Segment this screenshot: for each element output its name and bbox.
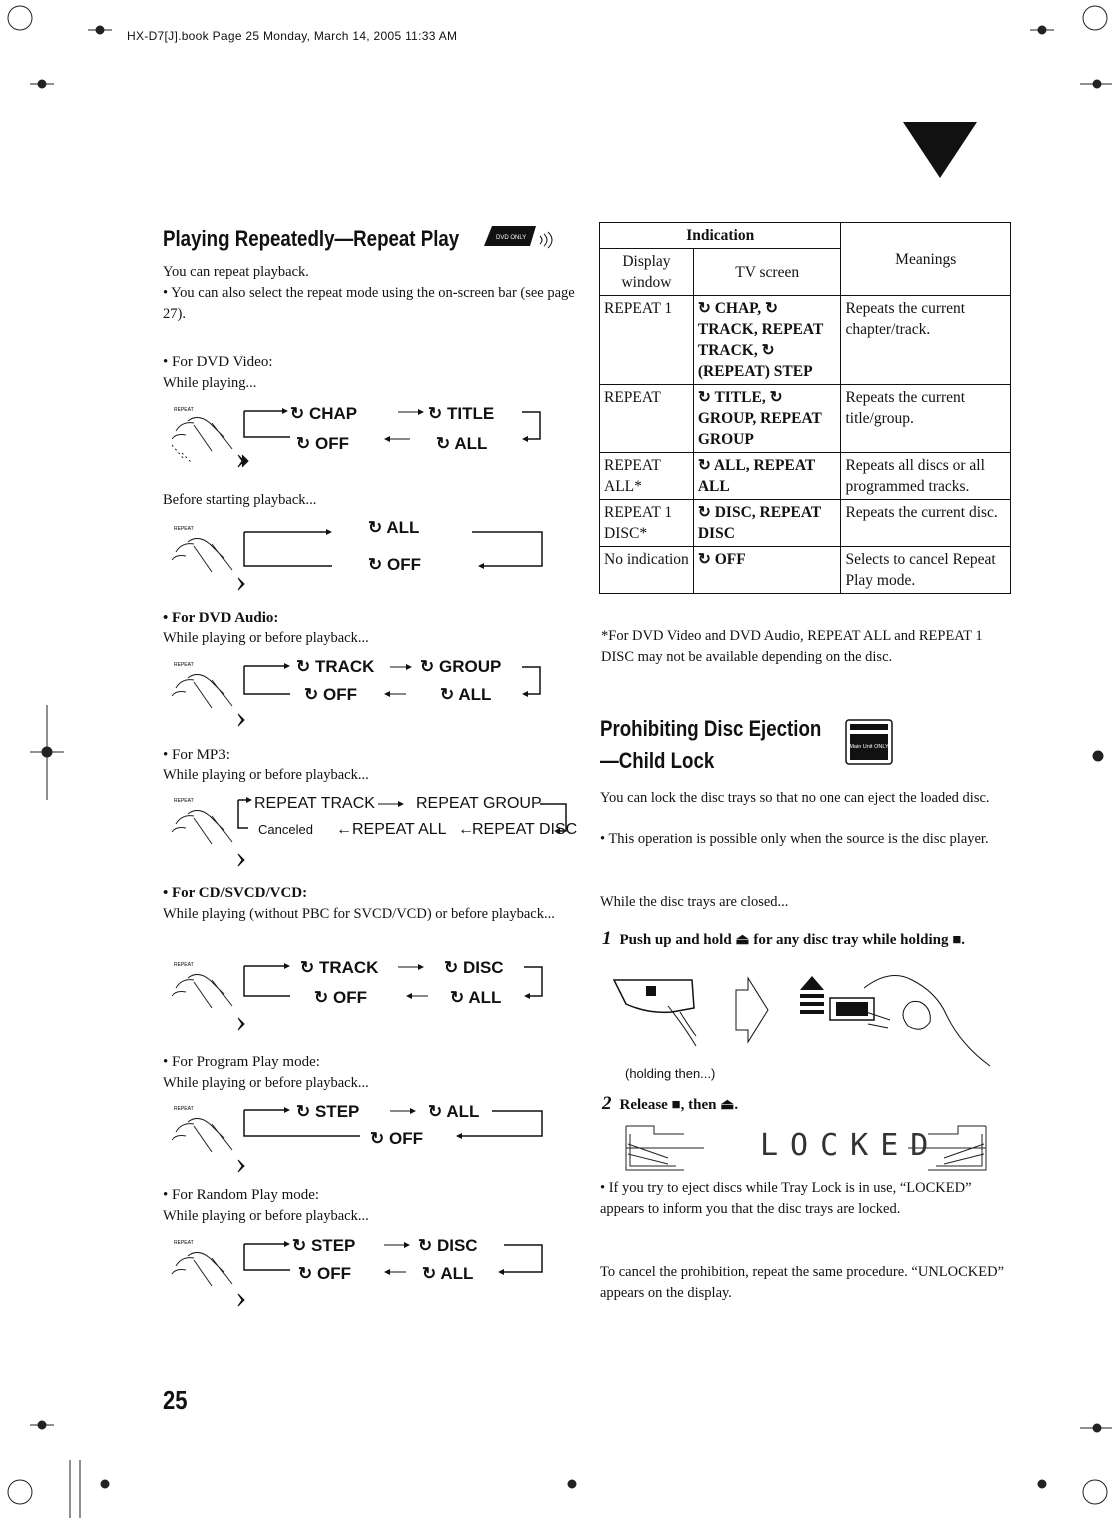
- table-footnote: *For DVD Video and DVD Audio, REPEAT ALL and REPEAT 1 DISC may not be available depending on the disc.: [601, 628, 983, 665]
- random-off: ↻ OFF: [298, 1264, 351, 1283]
- display-window-header: Display window: [600, 249, 694, 296]
- book-header: HX-D7[J].book Page 25 Monday, March 14, 2005 11:33 AM: [127, 29, 458, 43]
- row-tv: ↻ DISC, REPEAT DISC: [693, 500, 841, 547]
- program-all: ↻ ALL: [428, 1102, 480, 1121]
- dvd-video-before-all: ↻ ALL: [368, 518, 420, 537]
- repeat-note: • You can also select the repeat mode using the on-screen bar (see page 27).: [163, 285, 575, 322]
- dvd-video-all: ↻ ALL: [436, 434, 488, 453]
- mp3-arrow-1: ←: [336, 821, 352, 838]
- step-2: [602, 1093, 738, 1115]
- dvd-video-before: Before starting playback...: [163, 492, 317, 508]
- table-row: [600, 385, 1011, 453]
- random-step: ↻ STEP: [292, 1236, 356, 1255]
- childlock-cancel: To cancel the prohibition, repeat the same procedure. “UNLOCKED” appears on the display.: [600, 1264, 1005, 1301]
- dvd-video-off: ↻ OFF: [296, 434, 349, 453]
- mp3-label: • For MP3:: [163, 747, 230, 763]
- holding-caption: (holding then...): [625, 1066, 716, 1081]
- indication-table: [599, 222, 1011, 594]
- repeat-title: Playing Repeatedly—Repeat Play: [163, 226, 460, 251]
- row-meaning: Repeats the current title/group.: [841, 385, 1011, 453]
- indication-header: Indication: [600, 223, 841, 249]
- dvd-video-seq1-diagram: [240, 403, 550, 453]
- dvd-audio-all: ↻ ALL: [440, 685, 492, 704]
- table-row: [600, 453, 1011, 500]
- mp3-repeat-track: REPEAT TRACK: [254, 795, 375, 812]
- svg-text:REPEAT: REPEAT: [174, 662, 194, 668]
- table-row: [600, 500, 1011, 547]
- mp3-canceled: Canceled: [258, 822, 313, 837]
- dvd-video-while: While playing...: [163, 375, 257, 391]
- program-step: ↻ STEP: [296, 1102, 360, 1121]
- mp3-while: While playing or before playback...: [163, 767, 369, 783]
- meanings-header: Meanings: [841, 223, 1011, 296]
- table-row: [600, 547, 1011, 594]
- dvd-audio-group: ↻ GROUP: [420, 657, 502, 676]
- step-1: [602, 928, 1022, 950]
- svg-text:REPEAT: REPEAT: [174, 1240, 194, 1246]
- table-row: [600, 296, 1011, 385]
- svg-text:REPEAT: REPEAT: [174, 407, 194, 413]
- childlock-note-2: • If you try to eject discs while Tray Lock is in use, “LOCKED” appears to inform you that the disc trays are locked.: [600, 1180, 972, 1217]
- row-tv: ↻ OFF: [693, 547, 841, 594]
- childlock-note: • This operation is possible only when the source is the disc player.: [600, 831, 989, 847]
- cd-off: ↻ OFF: [314, 988, 367, 1007]
- cd-while: While playing (without PBC for SVCD/VCD) or before playback...: [163, 906, 555, 922]
- svg-text:REPEAT: REPEAT: [174, 962, 194, 968]
- random-while: While playing or before playback...: [163, 1208, 369, 1224]
- row-display: REPEAT 1 DISC*: [600, 500, 694, 547]
- main-unit-only-badge: Main Unit ONLY: [849, 744, 889, 750]
- locked-display-text: LOCKED: [760, 1128, 941, 1163]
- svg-text:REPEAT: REPEAT: [174, 1106, 194, 1112]
- cd-track: ↻ TRACK: [300, 958, 379, 977]
- program-label: • For Program Play mode:: [163, 1054, 320, 1070]
- random-all: ↻ ALL: [422, 1264, 474, 1283]
- dvd-audio-seq-diagram: [240, 658, 550, 704]
- row-tv: ↻ TITLE, ↻ GROUP, REPEAT GROUP: [693, 385, 841, 453]
- mp3-repeat-disc: REPEAT DISC: [472, 821, 578, 838]
- row-meaning: Selects to cancel Repeat Play mode.: [841, 547, 1011, 594]
- step-1-number: 1: [602, 928, 612, 949]
- row-display: REPEAT ALL*: [600, 453, 694, 500]
- mp3-arrow-2: ←: [458, 821, 474, 838]
- cd-label: • For CD/SVCD/VCD:: [163, 885, 308, 901]
- cd-all: ↻ ALL: [450, 988, 502, 1007]
- dvd-audio-track: ↻ TRACK: [296, 657, 375, 676]
- dvd-only-badge: DVD ONLY: [496, 235, 527, 241]
- continue-triangle-icon: [903, 122, 977, 178]
- random-seq-diagram: [240, 1236, 550, 1280]
- childlock-title-2: —Child Lock: [600, 748, 715, 773]
- page-number: 25: [163, 1385, 188, 1415]
- row-display: REPEAT: [600, 385, 694, 453]
- dvd-video-title: ↻ TITLE: [428, 404, 495, 423]
- row-tv: ↻ ALL, REPEAT ALL: [693, 453, 841, 500]
- dvd-audio-while: While playing or before playback...: [163, 630, 369, 646]
- svg-text:REPEAT: REPEAT: [174, 526, 194, 532]
- row-meaning: Repeats all discs or all programmed tracks.: [841, 453, 1011, 500]
- step-2-text: Release ■, then ⏏.: [619, 1097, 739, 1113]
- svg-text:REPEAT: REPEAT: [174, 798, 194, 804]
- random-label: • For Random Play mode:: [163, 1187, 320, 1203]
- row-tv: ↻ CHAP, ↻ TRACK, REPEAT TRACK, ↻ (REPEAT) STEP: [693, 296, 841, 385]
- row-display: No indication: [600, 547, 694, 594]
- dvd-only-remote-icon: [478, 222, 558, 250]
- childlock-while: While the disc trays are closed...: [600, 894, 789, 910]
- random-disc: ↻ DISC: [418, 1236, 478, 1255]
- repeat-intro: You can repeat playback.: [163, 264, 309, 280]
- childlock-title-1: Prohibiting Disc Ejection: [600, 716, 822, 741]
- tv-screen-header: TV screen: [693, 249, 841, 296]
- dvd-audio-label: • For DVD Audio:: [163, 610, 279, 626]
- step-2-number: 2: [602, 1093, 612, 1114]
- main-unit-only-icon: [844, 718, 896, 768]
- eject-illustration: [608, 968, 998, 1068]
- program-off: ↻ OFF: [370, 1129, 423, 1148]
- dvd-video-chap: ↻ CHAP: [290, 404, 358, 423]
- cd-disc: ↻ DISC: [444, 958, 504, 977]
- mp3-repeat-group: REPEAT GROUP: [416, 795, 542, 812]
- program-while: While playing or before playback...: [163, 1075, 369, 1091]
- row-display: REPEAT 1: [600, 296, 694, 385]
- row-meaning: Repeats the current chapter/track.: [841, 296, 1011, 385]
- mp3-repeat-all: REPEAT ALL: [352, 821, 447, 838]
- dvd-video-label: • For DVD Video:: [163, 354, 273, 370]
- dvd-video-before-off: ↻ OFF: [368, 555, 421, 574]
- row-meaning: Repeats the current disc.: [841, 500, 1011, 547]
- dvd-audio-off: ↻ OFF: [304, 685, 357, 704]
- step-1-text: Push up and hold ⏏ for any disc tray while holding ■.: [619, 932, 966, 948]
- childlock-intro: You can lock the disc trays so that no one can eject the loaded disc.: [600, 790, 990, 806]
